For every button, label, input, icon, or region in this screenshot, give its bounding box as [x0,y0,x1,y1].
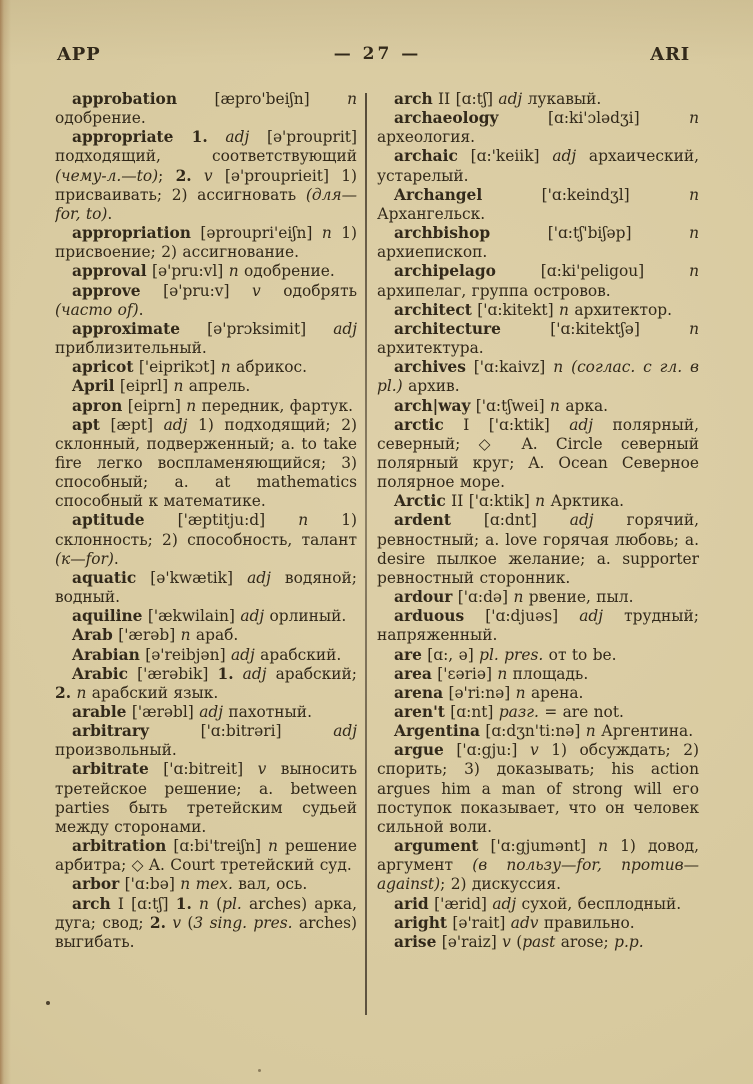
dictionary-entry: Arabic ['ærəbik] 1. adj арабский; 2. n арабский язык. [55,664,357,702]
dictionary-entry: arbor ['ɑ:bə] n тех. вал, ось. [72,875,308,894]
dictionary-entry: architect ['ɑ:kitekt] n архитектор. [394,300,673,319]
dictionary-entry: archaeology [ɑ:ki'ɔlədʒi] n археология. [377,109,699,147]
dictionary-entry: area ['ɛəriə] n площадь. [394,664,589,683]
dictionary-entry: argue ['ɑ:gju:] v 1) обсуждать; 2) спорить; 3) доказывать; his action argues him a man of strong will его поступок показывает, что он человек сильной воли. [377,741,699,836]
dictionary-entry: ardour ['ɑ:də] n рвение, пыл. [394,588,634,607]
print-speck [258,1069,261,1072]
dictionary-entry: appropriate 1. adj [ə'prouprit] подходящий, соответствующий (чему-л.—to); 2. v [ə'prouprieit] 1) присваивать; 2) ассигновать (для—for, to). [55,128,357,223]
dictionary-entry: arid ['ærid] adj сухой, бесплодный. [394,894,682,913]
dictionary-entry: aquiline ['ækwilain] adj орлиный. [72,607,347,626]
dictionary-entry: aquatic [ə'kwætik] adj водяной; водный. [55,568,357,607]
dictionary-entry: arctic I ['ɑ:ktik] adj полярный, северный; ◇ A. Circle северный полярный круг; A. Ocean Северное полярное море. [377,415,699,492]
dictionary-entry: arch|way ['ɑ:tʃwei] n арка. [394,396,609,415]
dictionary-entry: arena [ə'ri:nə] n арена. [394,683,584,702]
dictionary-entry: apron [eiprn] n передник, фартук. [72,396,353,415]
dictionary-entry: arbitrary ['ɑ:bitrəri] adj произвольный. [55,722,357,760]
dictionary-entry: Archangel ['ɑ:keindʒl] n Архангельск. [377,185,699,223]
guide-word-left: APP [57,44,101,65]
dictionary-entry: apt [æpt] adj 1) подходящий; 2) склонный, подверженный; a. to take fire легко воспламеняющийся; 3) способный; a. at mathematics способный к математике. [55,415,357,511]
page-number: — 27 — [333,44,422,64]
dictionary-entry: arch II [ɑ:tʃ] adj лукавый. [394,90,602,108]
dictionary-columns [55,90,699,1016]
dictionary-entry: approximate [ə'prɔksimit] adj приблизительный. [55,319,357,358]
dictionary-entry: aren't [ɑ:nt] разг. = are not. [394,703,624,721]
dictionary-entry: Arab ['ærəb] n араб. [72,626,239,645]
dictionary-entry: arduous ['ɑ:djuəs] adj трудный; напряженный. [377,607,699,645]
dictionary-entry: arise [ə'raiz] v (past arose; p.p. [394,932,644,951]
dictionary-entry: aptitude ['æptitju:d] n 1) склонность; 2) способность, талант (к—for). [55,511,357,568]
guide-word-right: ARI [650,44,690,65]
dictionary-entry: arbitration [ɑ:bi'treiʃn] n решение арбитра; ◇ A. Court третейский суд. [55,837,357,875]
dictionary-entry: archives ['ɑ:kaivz] n (соглас. с гл. в pl.) архив. [377,358,699,396]
dictionary-entry: archaic [ɑ:'keiik] adj архаический, устарелый. [377,147,699,185]
dictionary-entry: apricot ['eiprikɔt] n абрикос. [72,358,308,377]
dictionary-entry: April [eiprl] n апрель. [72,377,251,396]
left-column [55,90,357,1016]
dictionary-entry: aright [ə'rait] adv правильно. [394,913,635,932]
right-column [377,90,699,1016]
dictionary-entry: archipelago [ɑ:ki'peligou] n архипелаг, группа островов. [377,262,699,300]
dictionary-entry: approve [ə'pru:v] v одобрять (часто of). [55,281,357,319]
print-speck [46,1001,50,1005]
dictionary-entry: argument ['ɑ:gjumənt] n 1) довод, аргумент (в пользу—for, против—against); 2) дискуссия. [377,837,699,894]
dictionary-entry: Arabian [ə'reibjən] adj арабский. [72,645,342,664]
dictionary-entry: arbitrate ['ɑ:bitreit] v выносить третейское решение; a. between parties быть третейским судьей между сторонами. [55,760,357,836]
dictionary-entry: Argentina [ɑ:dʒn'ti:nə] n Аргентина. [394,722,694,741]
column-divider [365,93,367,1015]
dictionary-entry: are [ɑ:, ə] pl. pres. от to be. [394,645,617,664]
dictionary-entry: architecture ['ɑ:kitektʃə] n архитектура. [377,319,699,358]
dictionary-entry: ardent [ɑ:dnt] adj горячий, ревностный; a. love горячая любовь; a. desire пылкое желание; a. supporter ревностный сторонник. [377,511,699,587]
dictionary-entry: archbishop ['ɑ:tʃ'biʃəp] n архиепископ. [377,224,699,262]
dictionary-entry: arch I [ɑ:tʃ] 1. n (pl. arches) арка, дуга; свод; 2. v (3 sing. pres. arches) выгибать. [55,894,357,951]
dictionary-entry: appropriation [əproupri'eiʃn] n 1) присвоение; 2) ассигнование. [55,224,357,262]
dictionary-entry: arable ['ærəbl] adj пахотный. [72,703,312,721]
page-header [57,44,698,70]
dictionary-entry: approbation [æpro'beiʃn] n одобрение. [55,90,357,128]
dictionary-entry: Arctic II ['ɑ:ktik] n Арктика. [394,492,625,511]
dictionary-entry: approval [ə'pru:vl] n одобрение. [72,262,335,281]
